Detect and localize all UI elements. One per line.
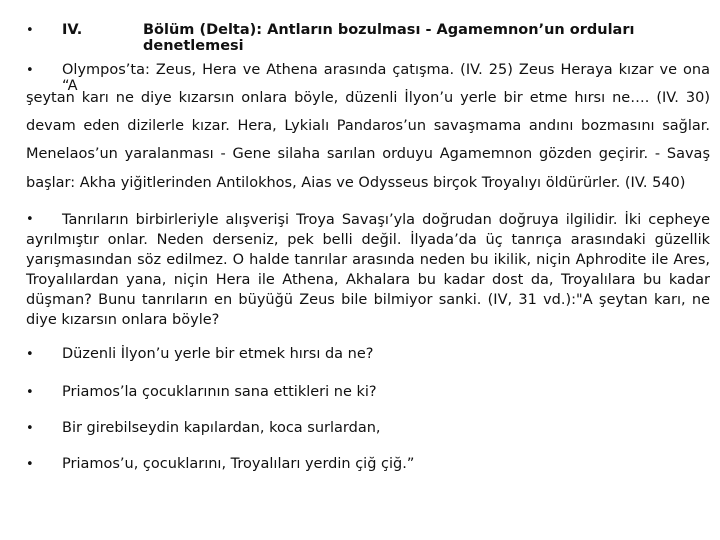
bullet-item: • xyxy=(26,347,34,362)
bullet-item: • xyxy=(26,421,34,436)
list-item-text: Priamos’la çocuklarının sana ettikleri ne ki? xyxy=(62,384,377,400)
paragraph-1-line: şeytan karı ne diye kızarsın onlara böyle, düzenli İlyon’u yerle bir etme hırsı ne…. (IV. 30) xyxy=(26,90,710,106)
bullet-item: • xyxy=(26,457,34,472)
list-item-text: Priamos’u, çocuklarını, Troyalıları yerdin çiğ çiğ.” xyxy=(62,456,415,472)
bullet-item: • xyxy=(26,385,34,400)
list-item-text: Düzenli İlyon’u yerle bir etmek hırsı da ne? xyxy=(62,346,374,362)
paragraph-2-line: yarışmasından söz edilmez. O halde tanrılar arasında neden bu ikilik, niçin Aphrodite ile Ares, xyxy=(26,252,710,268)
paragraph-2-line: Troyalılardan yana, niçin Hera ile Athena, Akhalara bu kadar dost da, Troyalılara bu kadar xyxy=(26,272,710,288)
paragraph-2-line: Tanrıların birbirleriyle alışverişi Troya Savaşı’yla doğrudan doğruya ilgilidir. İki cepheye xyxy=(62,212,710,228)
paragraph-1-line: Olympos’ta: Zeus, Hera ve Athena arasında çatışma. (IV. 25) Zeus Heraya kızar ve ona “A xyxy=(62,62,710,94)
section-title: Bölüm (Delta): Antların bozulması - Agamemnon’un orduları denetlemesi xyxy=(143,22,635,54)
paragraph-2-line: ayrılmıştır onlar. Neden derseniz, pek belli değil. İlyada’da üç tanrıça arasındaki güzellik xyxy=(26,232,710,248)
bullet-paragraph-2: • xyxy=(26,212,34,227)
paragraph-1-line: başlar: Akha yiğitlerinden Antilokhos, Aias ve Odysseus birçok Troyalıyı öldürürler. (IV. 540) xyxy=(26,175,686,191)
bullet-paragraph-1: • xyxy=(26,63,34,78)
paragraph-1-line: devam eden dizilerle kızar. Hera, Lykialı Pandaros’un savaşmama andını bozmasını sağlar. xyxy=(26,118,710,134)
bullet-heading: • xyxy=(26,23,34,38)
paragraph-1-line: Menelaos’un yaralanması - Gene silaha sarılan orduyu Agamemnon gözden geçirir. - Savaş xyxy=(26,146,710,162)
section-number: IV. xyxy=(62,22,83,38)
list-item-text: Bir girebilseydin kapılardan, koca surlardan, xyxy=(62,420,381,436)
paragraph-2-line: düşman? Bunu tanrıların en büyüğü Zeus bile bilmiyor sanki. (IV, 31 vd.):"A şeytan karı, ne xyxy=(26,292,710,308)
paragraph-2-line: diye kızarsın onlara böyle? xyxy=(26,312,220,328)
